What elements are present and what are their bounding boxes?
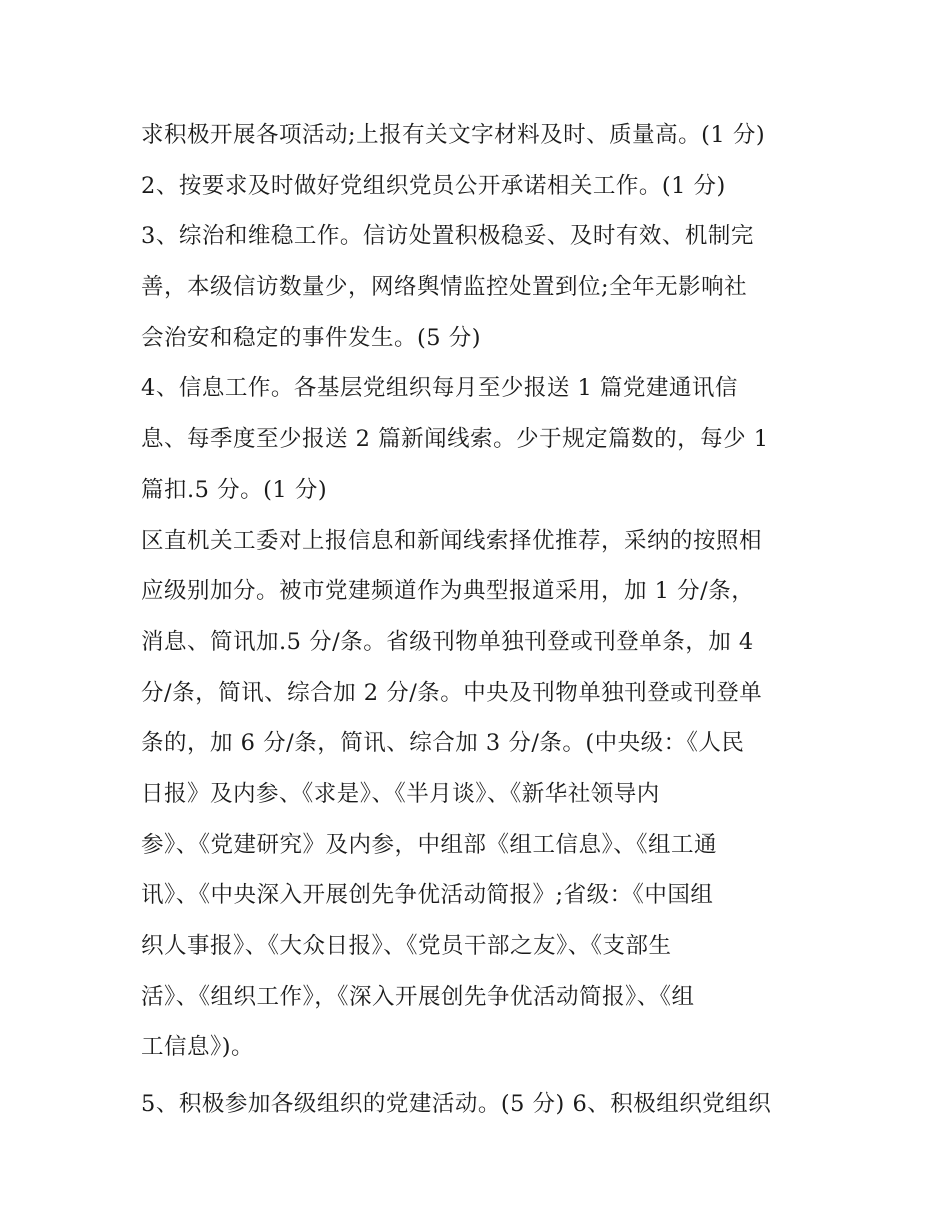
text-line: 3、综治和维稳工作。信访处置积极稳妥、及时有效、机制完 xyxy=(141,223,754,250)
text-line: 活》、《组织工作》，《深入开展创先争优活动简报》、《组 xyxy=(141,983,695,1010)
text-line: 参》、《党建研究》及内参，中组部《组工信息》、《组工通 xyxy=(141,831,718,858)
text-line: 区直机关工委对上报信息和新闻线索择优推荐，采纳的按照相 xyxy=(141,527,763,554)
text-line: 篇扣.5 分。(1 分) xyxy=(141,476,328,503)
text-line: 5、积极参加各级组织的党建活动。(5 分) 6、积极组织党组织 xyxy=(141,1091,772,1118)
text-line: 织人事报》、《大众日报》、《党员干部之友》、《支部生 xyxy=(141,933,672,959)
text-line: 工信息》)。 xyxy=(141,1034,255,1061)
text-line: 息、每季度至少报送 2 篇新闻线索。少于规定篇数的，每少 1 xyxy=(141,426,769,453)
text-line: 求积极开展各项活动;上报有关文字材料及时、质量高。(1 分) xyxy=(141,122,766,148)
document-body xyxy=(141,110,821,1130)
text-line: 消息、简讯加.5 分/条。省级刊物单独刊登或刊登单条，加 4 xyxy=(141,628,754,655)
text-line: 日报》及内参、《求是》、《半月谈》、《新华社领导内 xyxy=(141,780,660,807)
text-line: 分/条，简讯、综合加 2 分/条。中央及刊物单独刊登或刊登单 xyxy=(141,679,763,706)
text-line: 2、按要求及时做好党组织党员公开承诺相关工作。(1 分) xyxy=(141,172,726,199)
text-line: 善，本级信访数量少，网络舆情监控处置到位;全年无影响社 xyxy=(141,274,748,301)
text-line: 4、信息工作。各基层党组织每月至少报送 1 篇党建通讯信 xyxy=(141,375,738,402)
text-line: 会治安和稳定的事件发生。(5 分) xyxy=(141,324,482,351)
text-line: 条的，加 6 分/条，简讯、综合加 3 分/条。(中央级：《人民 xyxy=(141,730,745,757)
text-line: 应级别加分。被市党建频道作为典型报道采用，加 1 分/条， xyxy=(141,578,755,605)
text-line: 讯》、《中央深入开展创先争优活动简报》;省级：《中国组 xyxy=(141,882,714,909)
